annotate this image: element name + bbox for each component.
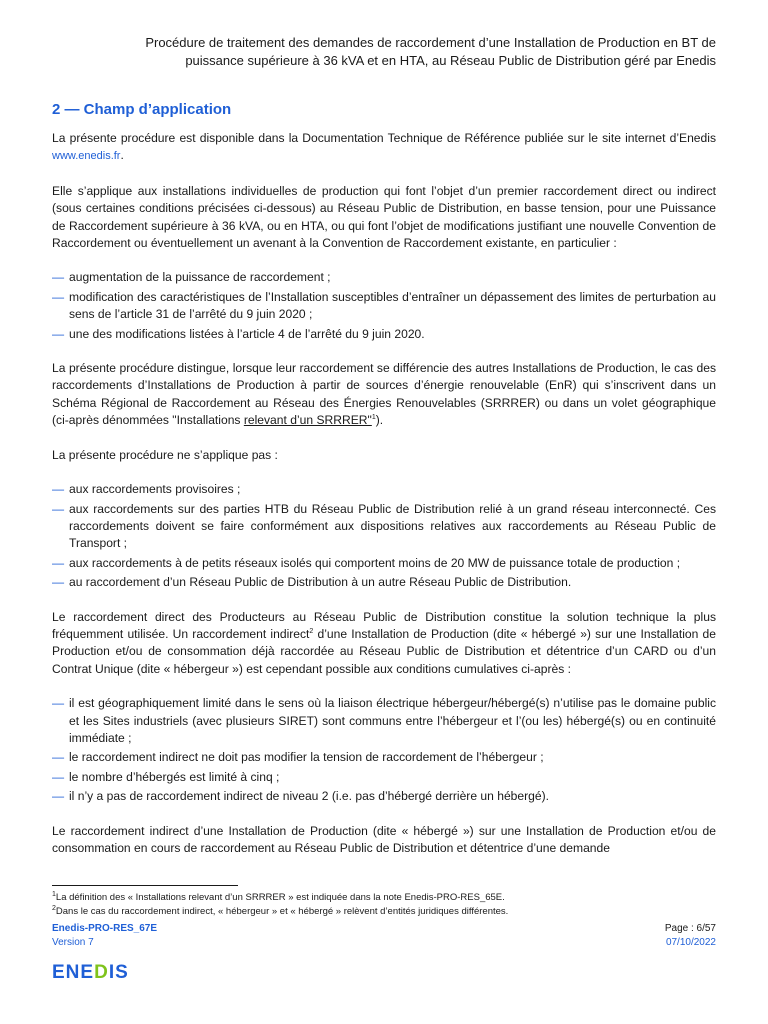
list-item-text: aux raccordements sur des parties HTB du Réseau Public de Distribution relié à un grand réseau interconnecté. Ces raccordements doivent se faire conformément aux dispositions relatives aux raccordements au Réseau Public de Transport ; [69, 501, 716, 551]
list-item-text: au raccordement d’un Réseau Public de Distribution à un autre Réseau Public de Distribution. [69, 575, 572, 590]
paragraph-end: . [120, 148, 124, 163]
document-body [52, 130, 716, 874]
header-line-1: Procédure de traitement des demandes de raccordement d’une Installation de Production en BT de [145, 35, 716, 50]
list-exclusions [52, 481, 716, 591]
list-item [52, 269, 716, 286]
page-number: Page : 6/57 [664, 923, 716, 934]
list-item [52, 574, 716, 591]
page-header [36, 34, 716, 70]
list-item-text: le raccordement indirect ne doit pas modifier la tension de raccordement de l’hébergeur ; [69, 750, 544, 765]
list-item-text: une des modifications listées à l’article 4 de l’arrêté du 9 juin 2020. [69, 326, 425, 341]
document-date: 07/10/2022 [665, 937, 716, 948]
footnote-number: 2 [52, 904, 56, 912]
list-item-text: le nombre d’hébergés est limité à cinq ; [69, 769, 280, 784]
footnote-text: Dans le cas du raccordement indirect, « hébergeur » et « hébergé » relèvent d’entités juridiques différentes. [55, 906, 509, 917]
list-item [52, 769, 716, 786]
footnote-ref-1[interactable]: 1 [371, 414, 376, 422]
list-item [52, 481, 716, 498]
list-modifications [52, 269, 716, 343]
dash-bullet: — [52, 789, 65, 804]
footnote-ref-2[interactable]: 2 [309, 627, 314, 635]
document-version: Version 7 [52, 937, 94, 948]
section-title: 2 — Champ d’application [52, 101, 232, 118]
footnotes [52, 891, 716, 919]
list-conditions [52, 695, 716, 805]
dash-bullet: — [52, 326, 65, 341]
footnote-2 [52, 905, 716, 919]
dash-bullet: — [52, 555, 65, 570]
footnote-text: La définition des « Installations relevant d’un SRRRER » est indiquée dans la note Enedis-PRO-RES_65E. [55, 892, 505, 903]
list-item [52, 555, 716, 572]
paragraph-text: La présente procédure est disponible dans la Documentation Technique de Référence publiée sur le site internet d’Enedis [52, 131, 716, 145]
paragraph-end: ). [375, 413, 384, 428]
logo-part-accent: D [94, 962, 109, 983]
paragraph-text-continued: d’une Installation de Production (dite « hébergé ») sur une Installation de Production et/ou de consommation déjà raccordée au Réseau Public de Distribution et détentrice d’un CARD ou d’un Contrat Unique (dite « hébergeur ») est cependant possible aux conditions cumulatives ci-après : [52, 626, 716, 676]
list-item [52, 326, 716, 343]
dash-bullet: — [52, 696, 65, 711]
list-item [52, 788, 716, 805]
footnote-number: 1 [52, 890, 56, 898]
logo-part: ENE [52, 962, 95, 983]
logo-part: IS [108, 962, 129, 983]
paragraph-indirect-connection [52, 609, 716, 679]
list-item-text: augmentation de la puissance de raccordement ; [69, 270, 331, 285]
footer-left [52, 922, 157, 950]
list-item-text: il est géographiquement limité dans le sens où la liaison électrique hébergeur/hébergé(s) n’utilise pas le domaine public et les Sites industriels (avec plusieurs SIRET) sont communs entre l’hébergeur et l’(ou les) hébergé(s) ou en continuité immédiate ; [69, 696, 716, 745]
paragraph-availability [52, 130, 716, 166]
srrrer-term: relevant d’un SRRRER" [243, 413, 372, 428]
document-code: Enedis-PRO-RES_67E [52, 923, 158, 934]
list-item [52, 289, 716, 324]
list-item [52, 695, 716, 747]
paragraph-text: Le raccordement direct des Producteurs au Réseau Public de Distribution constitue la solution technique la plus fréquemment utilisée. Un raccordement indirect [52, 609, 716, 641]
footnote-1 [52, 891, 716, 905]
dash-bullet: — [52, 270, 65, 285]
list-item-text: modification des caractéristiques de l’Installation susceptibles d’entraîner un dépassement des limites de perturbation au sens de l’article 31 de l’arrêté du 9 juin 2020 ; [69, 289, 716, 322]
list-item [52, 749, 716, 766]
footnote-separator [52, 885, 238, 886]
dash-bullet: — [52, 289, 65, 304]
dash-bullet: — [52, 501, 65, 516]
list-item-text: aux raccordements à de petits réseaux isolés qui comportent moins de 20 MW de puissance totale de production ; [69, 555, 681, 570]
list-item-text: aux raccordements provisoires ; [69, 482, 241, 497]
paragraph-scope: Elle s’applique aux installations individuelles de production qui font l’objet d’un premier raccordement direct ou indirect (sous certaines conditions précisées ci-dessous) au Réseau Public de Distribution, en basse tension, pour une Puissance de Raccordement supérieure à 36 kVA, ou en HTA, ou qui font l’objet de modifications justifiant une nouvelle Convention de Raccordement ou éventuellement un avenant à la Convention de Raccordement existante, en particulier : [52, 183, 716, 251]
footer-right [665, 922, 716, 950]
dash-bullet: — [52, 482, 65, 497]
paragraph-srrrer [52, 360, 716, 430]
dash-bullet: — [52, 769, 65, 784]
enedis-link[interactable]: www.enedis.fr [52, 150, 121, 163]
enedis-logo [52, 962, 129, 984]
paragraph-exclusions-intro: La présente procédure ne s’applique pas : [52, 447, 278, 462]
list-item [52, 501, 716, 553]
paragraph-indirect-pending: Le raccordement indirect d’une Installation de Production (dite « hébergé ») sur une Installation de Production et/ou de consommation en cours de raccordement au Réseau Public de Distribution et détentrice d’une demande [52, 823, 716, 855]
header-line-2: puissance supérieure à 36 kVA et en HTA, au Réseau Public de Distribution géré par Enedis [185, 53, 716, 68]
dash-bullet: — [52, 575, 65, 590]
dash-bullet: — [52, 750, 65, 765]
list-item-text: il n’y a pas de raccordement indirect de niveau 2 (i.e. pas d’hébergé derrière un hébergé). [69, 789, 550, 804]
paragraph-text: La présente procédure distingue, lorsque leur raccordement se différencie des autres Installations de Production, le cas des raccordements d’Installations de Production à partir de sources d’énergie renouvelable (EnR) qui s’inscrivent dans un Schéma Régional de Raccordement au Réseau des Énergies Renouvelables (SRRRER) ou dans un volet géographique (ci-après dénommées "Installations [52, 361, 716, 428]
